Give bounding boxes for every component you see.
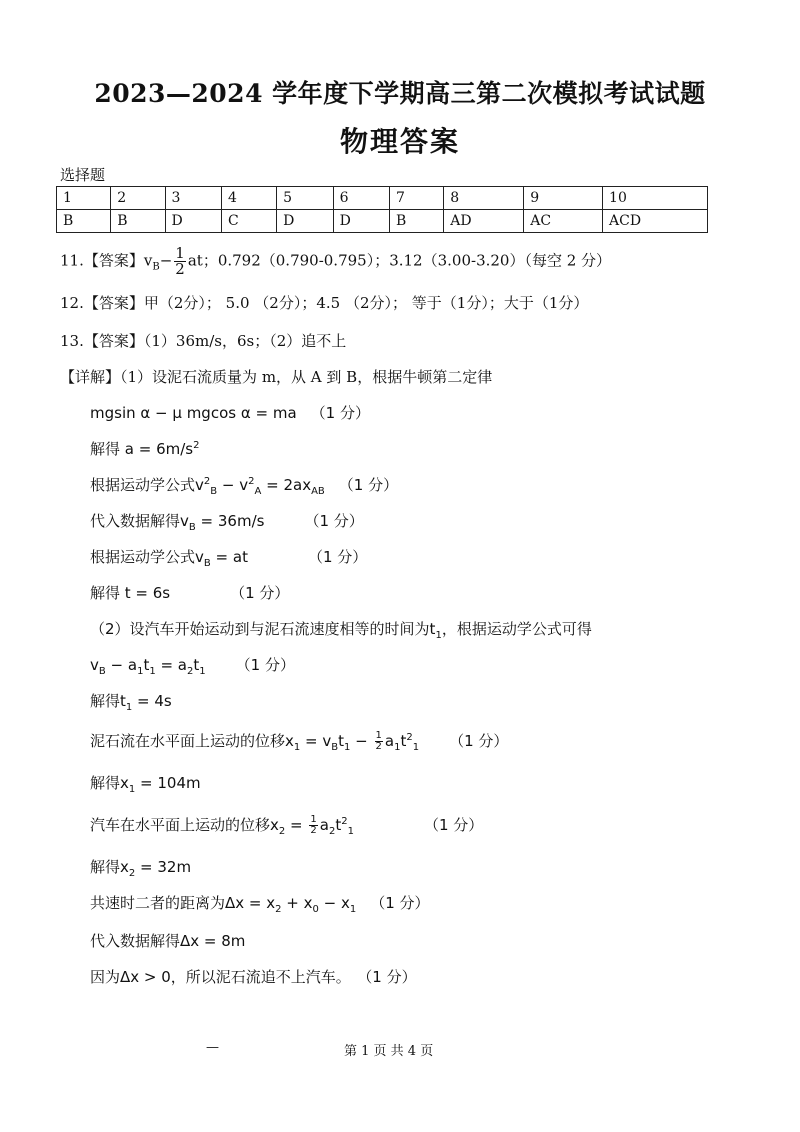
score-note: （1 分） xyxy=(370,894,430,912)
answer-cell: B xyxy=(111,210,165,233)
equation-line: 泥石流在水平面上运动的位移$x_1 = v_Bt_1$ − $\frac{1}{2}$ $a_1t^2_1$ （1 分） xyxy=(90,730,509,753)
question-number-cell: 3 xyxy=(165,187,221,210)
score-note: （1 分） xyxy=(449,732,509,750)
question-number-cell: 7 xyxy=(390,187,444,210)
score-note: （1 分） xyxy=(338,476,399,494)
question-number-cell: 8 xyxy=(444,187,524,210)
answer-table xyxy=(56,186,708,233)
answer-cell: ACD xyxy=(603,210,708,233)
fraction: $\frac{1}{2}$ xyxy=(375,730,382,752)
answer-cell: B xyxy=(57,210,111,233)
conclusion-line: 因为Δx > 0，所以泥石流追不上汽车。 （1 分） xyxy=(90,968,417,986)
fraction: $\frac{1}{2}$ xyxy=(310,814,317,836)
score-note: （1 分） xyxy=(423,816,484,834)
answer-cell: D xyxy=(165,210,221,233)
answer-q13: 13.【答案】（1）36m/s，6s；（2）追不上 xyxy=(60,332,347,350)
answer-table-answers-row xyxy=(57,210,708,233)
equation-line: （2）设汽车开始运动到与泥石流速度相等的时间为$t_1$，根据运动学公式可得 xyxy=(90,620,592,641)
equation-line: 解得$x_1 = 104m$ xyxy=(90,774,201,795)
q11-rest: ；0.792（0.790-0.795）；3.12（3.00-3.20）（每空 2 分） xyxy=(202,251,612,270)
question-number-cell: 1 xyxy=(57,187,111,210)
equation-line: 代入数据解得Δx = 8m xyxy=(90,932,246,950)
equation-line: 解得 $a = 6m/s^2$ xyxy=(90,440,200,458)
question-number-cell: 9 xyxy=(524,187,603,210)
equation-line: 根据运动学公式$v_B$ = at （1 分） xyxy=(90,548,368,569)
equation-line: 解得 t = 6s （1 分） xyxy=(90,584,290,602)
page-subtitle: 物理答案 xyxy=(339,125,460,158)
equation-line: 根据运动学公式$v^2_B - v^2_A = 2ax_{AB}$ （1 分） xyxy=(90,476,399,497)
score-note: （1 分） xyxy=(310,404,370,422)
fraction: $\frac{1}{2}$ xyxy=(175,244,185,278)
question-number-cell: 2 xyxy=(111,187,165,210)
equation-line: mgsin α − μ mgcos α = ma （1 分） xyxy=(90,404,370,422)
equation-line: 解得$x_2 = 32m$ xyxy=(90,858,192,879)
question-number-cell: 4 xyxy=(221,187,276,210)
q11-prefix: 11.【答案】 xyxy=(60,251,144,270)
page-number: 第 1 页 共 4 页 xyxy=(344,1044,434,1059)
answer-cell: B xyxy=(390,210,444,233)
answer-cell: AD xyxy=(444,210,524,233)
score-note: （1 分） xyxy=(364,968,417,986)
answer-table-numbers-row xyxy=(57,187,708,210)
detail-intro: 【详解】（1）设泥石流质量为 m，从 A 到 B，根据牛顿第二定律 xyxy=(60,368,493,386)
question-number-cell: 6 xyxy=(333,187,389,210)
answer-cell: AC xyxy=(524,210,603,233)
answer-cell: D xyxy=(333,210,389,233)
answer-cell: C xyxy=(221,210,276,233)
equation-line: 代入数据解得$v_B = 36m/s$ （1 分） xyxy=(90,512,364,533)
score-note: （1 分） xyxy=(307,548,368,566)
answer-q12: 12.【答案】甲（2分）； 5.0 （2分）；4.5 （2分）； 等于（1分）；大于（1分） xyxy=(60,294,589,312)
footer-dash: — xyxy=(206,1040,219,1055)
score-note: （1 分） xyxy=(235,656,295,674)
equation-line: 共速时二者的距离为$\Delta x = x_2 + x_0 - x_1$ （1 分） xyxy=(90,894,430,915)
equation-line: $v_B - a_1t_1 = a_2t_1$ （1 分） xyxy=(90,656,295,677)
equation-line: 解得$t_1 = 4s$ xyxy=(90,692,172,713)
score-note: （1 分） xyxy=(304,512,364,530)
answer-cell: D xyxy=(277,210,333,233)
choice-section-label: 选择题 xyxy=(60,166,106,184)
score-note: （1 分） xyxy=(230,584,290,602)
question-number-cell: 10 xyxy=(603,187,708,210)
equation-line: 汽车在水平面上运动的位移$x_2$ = $\frac{1}{2}$ $a_2t^2_1$ （1 分） xyxy=(90,814,484,837)
page-title: 2023—2024 学年度下学期高三第二次模拟考试试题 xyxy=(94,79,706,108)
question-number-cell: 5 xyxy=(277,187,333,210)
answer-q11: 11.【答案】$v_B-$ $\frac{1}{2}$ at；0.792（0.790-0.795）；3.12（3.00-3.20）（每空 2 分） xyxy=(60,244,612,278)
